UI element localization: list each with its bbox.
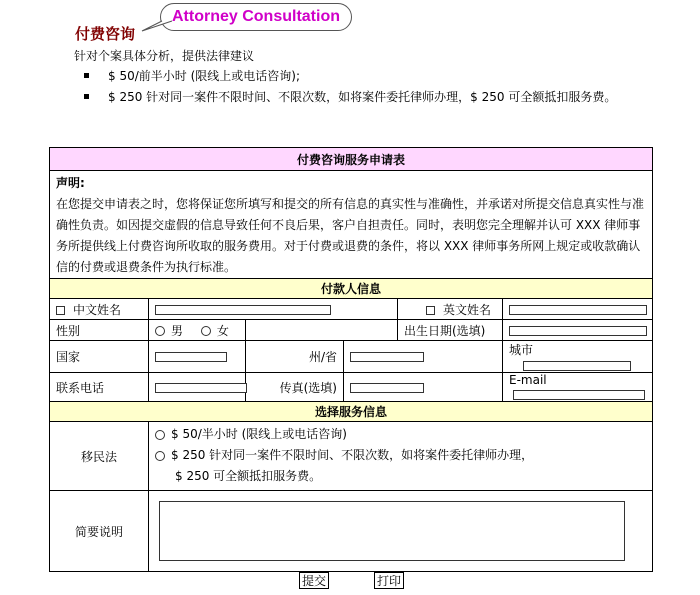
page-subtitle: 针对个案具体分析，提供法律建议 [74, 49, 255, 63]
male-radio[interactable] [155, 326, 165, 336]
email-label: E-mail [509, 373, 547, 387]
en-name-field[interactable] [509, 305, 647, 315]
service-option-250-note: $ 250 可全额抵扣服务费。 [175, 469, 322, 483]
form-title: 付费咨询服务申请表 [50, 148, 653, 171]
print-button[interactable]: 打印 [374, 572, 404, 589]
consultation-form [49, 147, 653, 572]
submit-button[interactable]: 提交 [299, 572, 329, 589]
service-section-header: 选择服务信息 [50, 402, 653, 422]
declaration-label: 声明: [56, 176, 85, 190]
female-radio[interactable] [201, 326, 211, 336]
payer-section-header: 付款人信息 [50, 279, 653, 299]
service-option-250-radio[interactable] [155, 451, 165, 461]
service-type-label: 移民法 [50, 422, 149, 491]
pricing-list [84, 66, 644, 108]
cn-name-field[interactable] [155, 305, 331, 315]
gender-spacer [246, 320, 398, 341]
bullet-icon [84, 94, 89, 99]
dob-label: 出生日期(选填) [398, 320, 503, 341]
attorney-consultation-callout: Attorney Consultation [160, 3, 352, 31]
cn-name-checkbox[interactable] [56, 306, 65, 315]
country-label: 国家 [50, 341, 149, 373]
page-title: 付费咨询 [75, 25, 136, 43]
list-item: $ 250 针对同一案件不限时间、不限次数，如将案件委托律师办理，$ 250 可全额抵扣服务费。 [84, 87, 644, 108]
email-cell [503, 373, 653, 402]
fax-label: 传真(选填) [246, 373, 344, 402]
state-field[interactable] [350, 352, 424, 362]
city-label: 城市 [509, 343, 534, 357]
declaration [50, 171, 653, 279]
country-field[interactable] [155, 352, 227, 362]
phone-label: 联系电话 [50, 373, 149, 402]
state-label: 州/省 [246, 341, 344, 373]
gender-options: 男 女 [149, 320, 246, 341]
service-option-50-radio[interactable] [155, 430, 165, 440]
declaration-text: 在您提交申请表之时，您将保证您所填写和提交的所有信息的真实性与准确性，并承诺对所提交信息真实性与准确性负责。如因提交虚假的信息导致任何不良后果，客户自担责任。同时，表明您完全理解并认可 XXX 律师事务所提供线上付费咨询所收取的服务费用。对于付费或退费的条件，将以 XXX 律师事务所网上规定或收款确认信的付费或退费条件为执行标准。 [56, 197, 645, 274]
city-cell [503, 341, 653, 373]
en-name-label-cell: 英文姓名 [398, 299, 503, 320]
en-name-checkbox[interactable] [426, 306, 435, 315]
city-field[interactable] [523, 361, 631, 371]
service-options: $ 50/半小时 (限线上或电话咨询) $ 250 针对同一案件不限时间、不限次数，如将案件委托律师办理， $ 250 可全额抵扣服务费。 [149, 422, 653, 491]
bullet-icon [84, 73, 89, 78]
cn-name-label-cell: 中文姓名 [50, 299, 149, 320]
callout-tail [138, 19, 174, 33]
dob-field[interactable] [509, 326, 647, 336]
phone-field[interactable] [155, 383, 247, 393]
summary-label: 简要说明 [50, 491, 149, 572]
summary-textarea[interactable] [159, 501, 625, 561]
fax-field[interactable] [350, 383, 424, 393]
gender-label: 性别 [50, 320, 149, 341]
email-field[interactable] [513, 390, 645, 400]
list-item: $ 50/前半小时 (限线上或电话咨询); [84, 66, 644, 87]
